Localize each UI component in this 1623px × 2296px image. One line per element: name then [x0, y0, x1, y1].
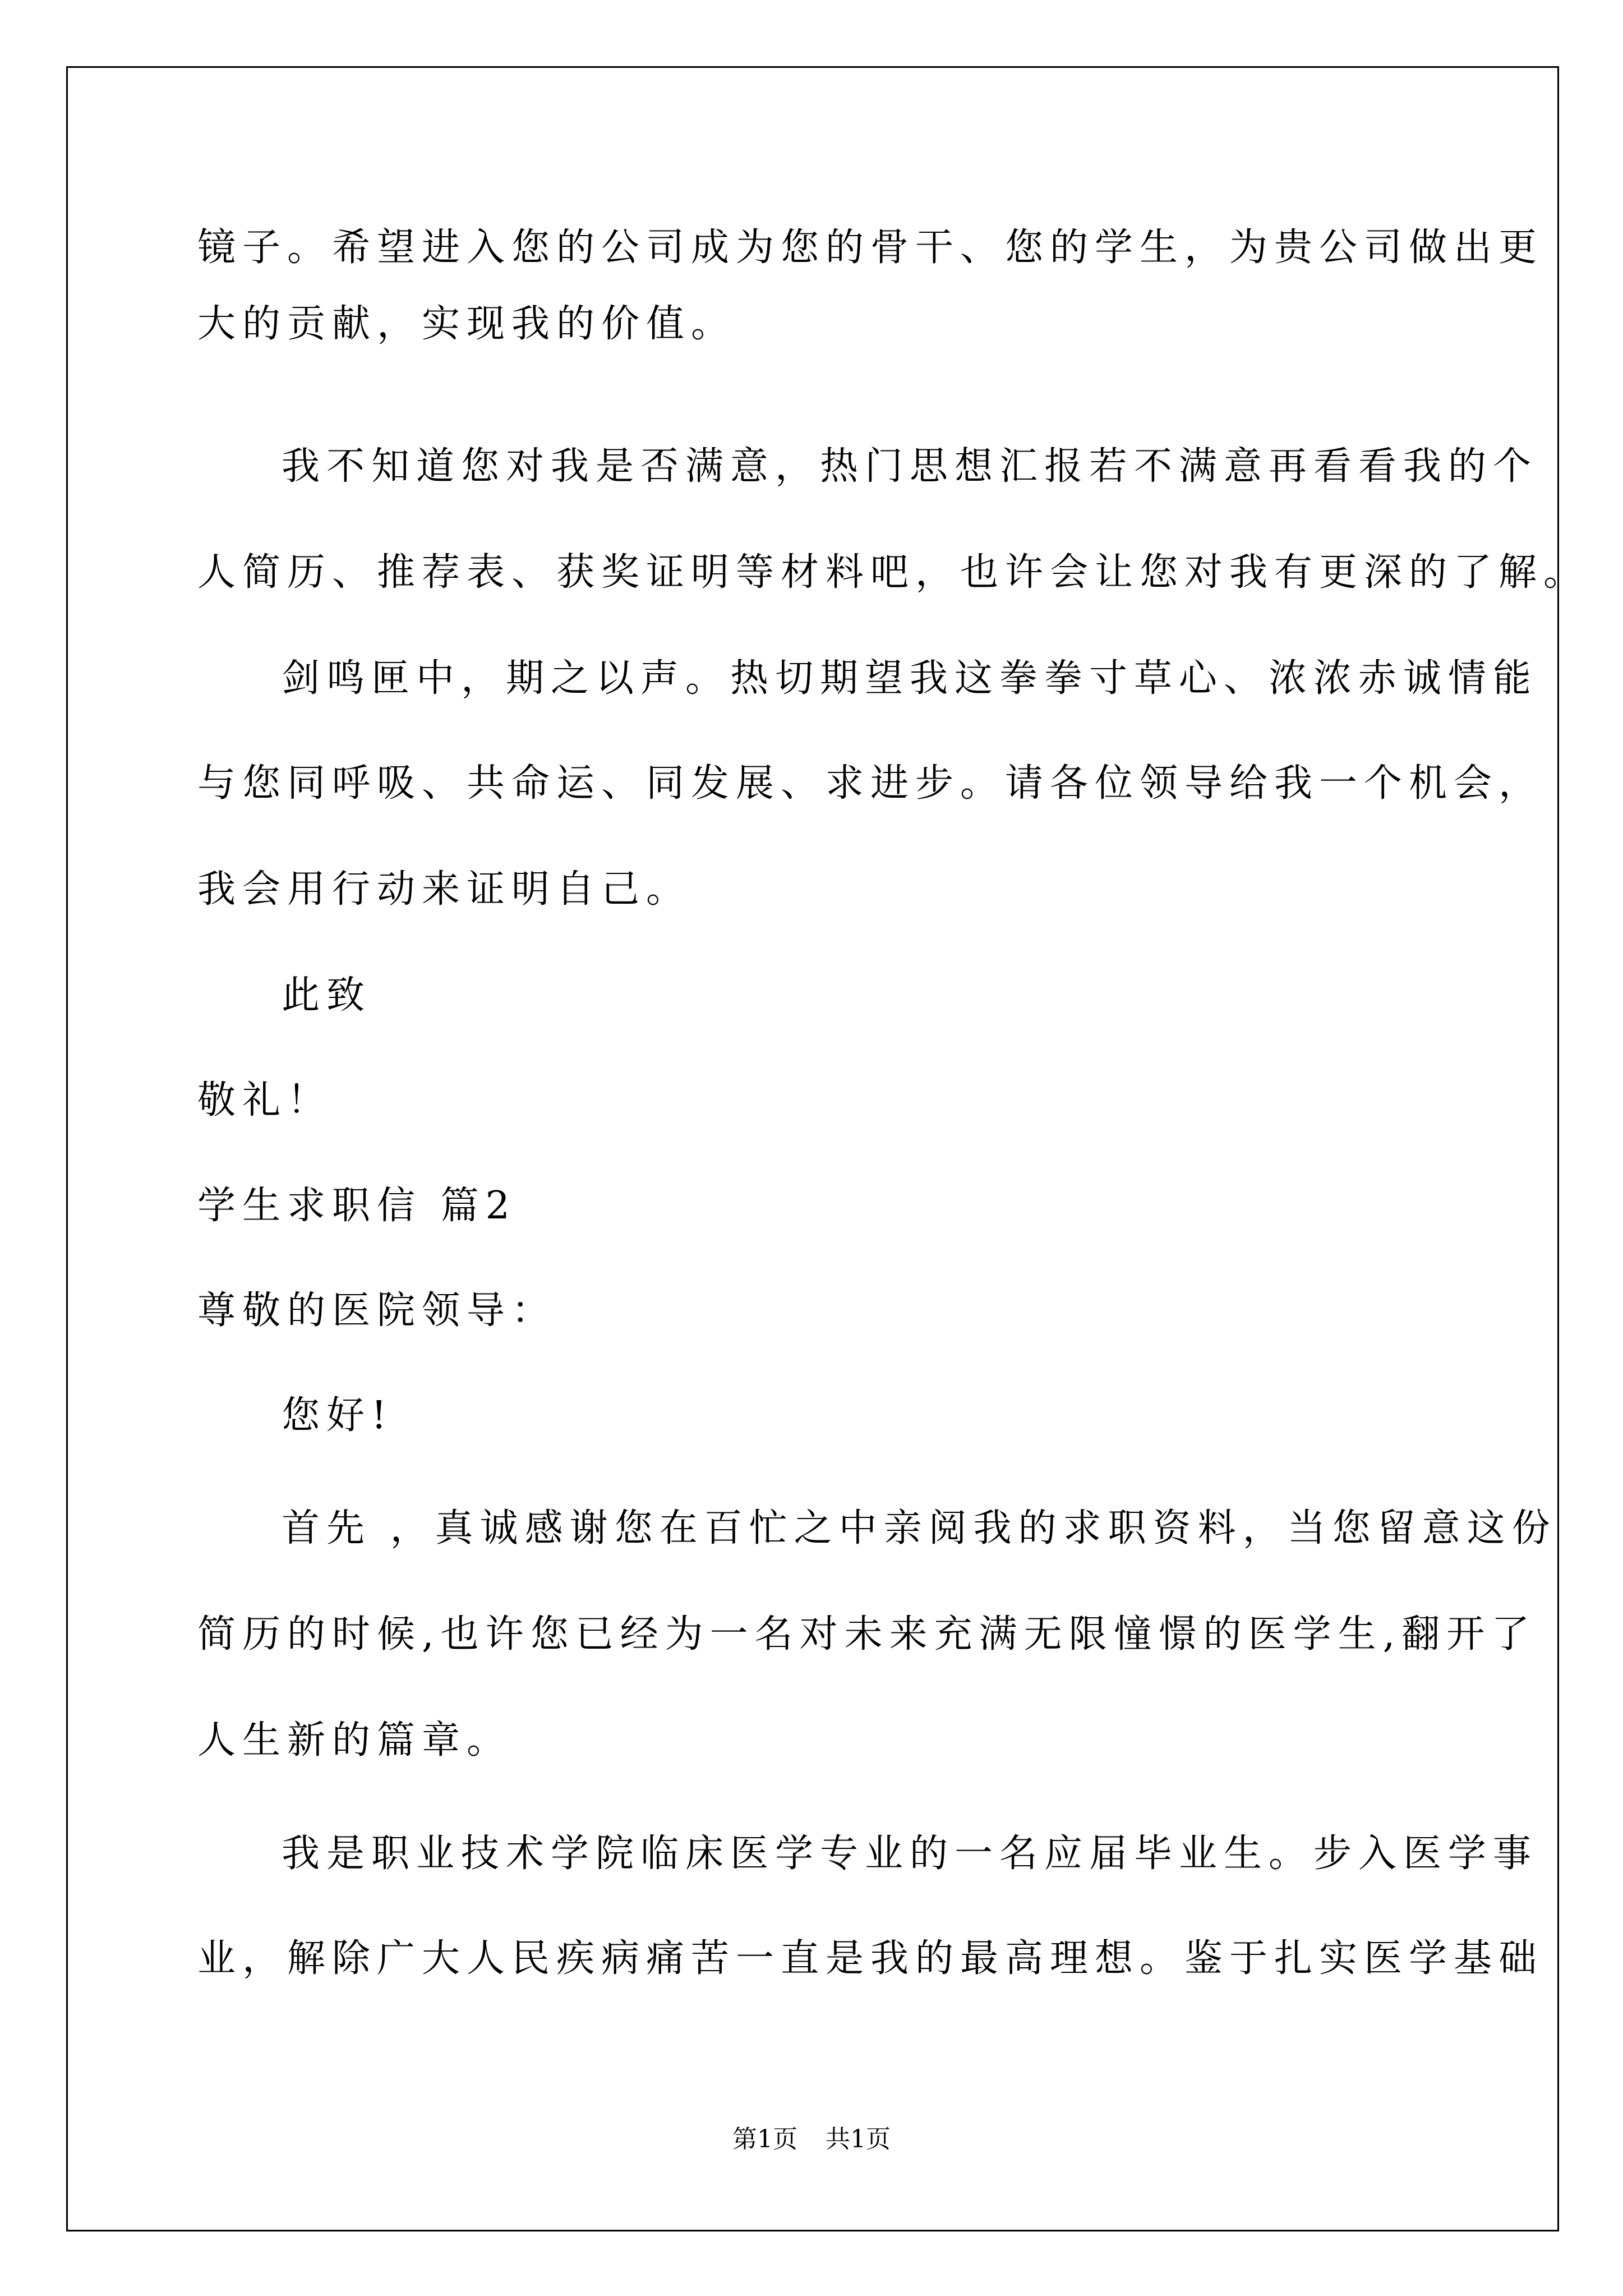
closing-salutation: 此致 [282, 973, 372, 1018]
page-footer [0, 2125, 1623, 2154]
page-total: 共1页 [826, 2125, 891, 2154]
paragraph-line: 首先 ，真诚感谢您在百忙之中亲阅我的求职资料，当您留意这份 [282, 1506, 1557, 1550]
paragraph-line: 业，解除广大人民疾病痛苦一直是我的最高理想。鉴于扎实医学基础 [197, 1936, 1544, 1981]
letter-recipient: 尊敬的医院领导： [197, 1289, 557, 1333]
paragraph-line: 我不知道您对我是否满意，热门思想汇报若不满意再看看我的个 [282, 444, 1538, 489]
closing-regards: 敬礼！ [197, 1078, 333, 1122]
page-border [66, 66, 1559, 2231]
paragraph-line: 人生新的篇章。 [197, 1718, 512, 1763]
paragraph-line: 我会用行动来证明自己。 [197, 867, 691, 912]
paragraph-line: 镜子。希望进入您的公司成为您的骨干、您的学生，为贵公司做出更 [197, 226, 1544, 270]
paragraph-line: 大的贡献，实现我的价值。 [197, 302, 736, 346]
paragraph-line: 简历的时候,也许您已经为一名对未来充满无限憧憬的医学生,翻开了 [197, 1612, 1537, 1657]
paragraph-line: 人简历、推荐表、获奖证明等材料吧，也许会让您对我有更深的了解。 [197, 550, 1589, 595]
paragraph-line: 剑鸣匣中，期之以声。热切期望我这拳拳寸草心、浓浓赤诚情能 [282, 656, 1538, 701]
letter-greeting: 您好! [282, 1393, 394, 1438]
paragraph-line: 与您同呼吸、共命运、同发展、求进步。请各位领导给我一个机会， [197, 761, 1544, 806]
paragraph-line: 我是职业技术学院临床医学专业的一名应届毕业生。步入医学事 [282, 1832, 1538, 1876]
section-heading: 学生求职信 篇2 [197, 1184, 517, 1228]
page-number: 第1页 [732, 2125, 797, 2154]
